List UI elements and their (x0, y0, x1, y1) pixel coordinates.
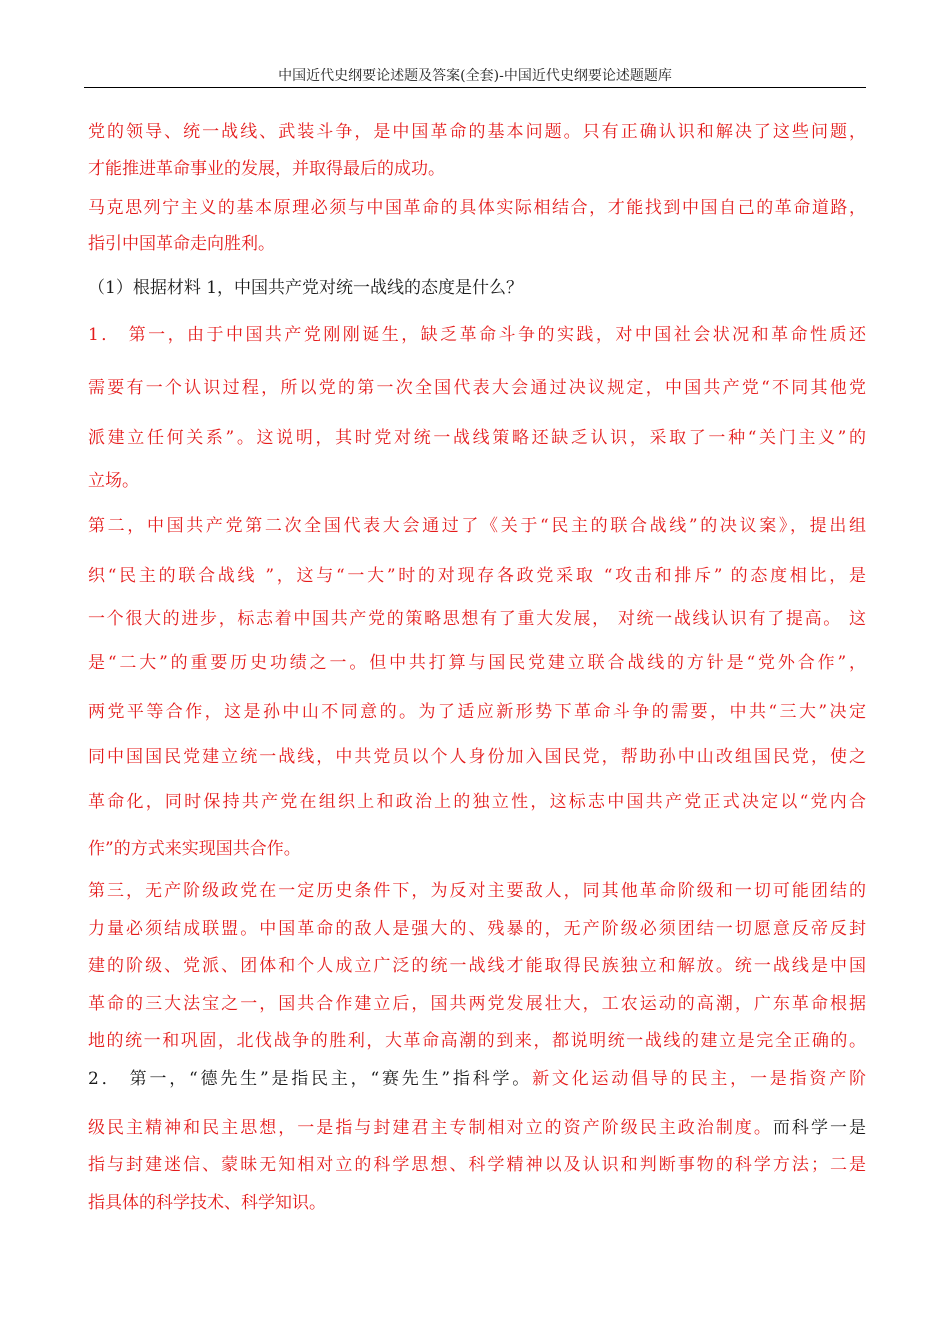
text-line (88, 1023, 866, 1059)
text-segment: 同中国国民党建立统一战线，中共党员以个人身份加入国民党，帮助孙中山改组国民党，使之 (88, 747, 866, 767)
text-line (88, 370, 866, 406)
text-line (88, 1185, 866, 1221)
text-segment: （1）根据材料 1，中国共产党对统一战线的态度是什么？ (88, 278, 524, 298)
text-segment: 级民主精神和民主思想，一是指与封建君主专制相对立的资产阶级民主政治制度。 (88, 1118, 773, 1138)
text-line (88, 694, 866, 730)
text-segment: 力量必须结成联盟。中国革命的敌人是强大的、残暴的，无产阶级必须团结一切愿意反帝反封 (88, 919, 866, 939)
text-segment: 而科学一是 (772, 1118, 866, 1138)
text-segment: 织“民主的联合战线 ”，这与“一大”时的对现存各政党采取 “攻击和排斥” 的态度相比，是 (88, 566, 866, 586)
text-segment: 革命的三大法宝之一，国共合作建立后，国共两党发展壮大，工农运动的高潮，广东革命根据 (88, 994, 866, 1014)
text-segment: 作”的方式来实现国共合作。 (88, 839, 301, 859)
text-line (88, 1061, 866, 1097)
text-line (88, 420, 866, 456)
text-line (88, 986, 866, 1022)
text-line (88, 151, 866, 187)
text-segment: 2． 第一，“德先生”是指民主，“赛先生”指科学。 (88, 1069, 533, 1089)
text-line (88, 226, 866, 262)
text-segment: 一个很大的进步，标志着中国共产党的策略思想有了重大发展， 对统一战线认识有了提高。 这 (88, 609, 866, 629)
text-line (88, 739, 866, 775)
text-segment: 指具体的科学技术、科学知识。 (88, 1193, 326, 1213)
text-line (88, 784, 866, 820)
text-line (88, 645, 866, 681)
text-line (88, 873, 866, 909)
text-line (88, 508, 866, 544)
text-segment: 指引中国革命走向胜利。 (88, 234, 275, 254)
text-line (88, 558, 866, 594)
text-line (88, 463, 866, 499)
text-segment: 革命化，同时保持共产党在组织上和政治上的独立性，这标志中国共产党正式决定以“党内合 (88, 792, 866, 812)
text-line (88, 270, 866, 306)
page-header-title: 中国近代史纲要论述题及答案(全套)-中国近代史纲要论述题题库 (278, 68, 672, 84)
text-segment: 建的阶级、党派、团体和个人成立广泛的统一战线才能取得民族独立和解放。统一战线是中国 (88, 956, 866, 976)
text-line (88, 317, 866, 353)
text-segment: 指与封建迷信、蒙昧无知相对立的科学思想、科学精神以及认识和判断事物的科学方法；二是 (88, 1155, 866, 1175)
text-segment: 第三，无产阶级政党在一定历史条件下，为反对主要敌人，同其他革命阶级和一切可能团结的 (88, 881, 866, 901)
text-segment: 党的领导、统一战线、武装斗争，是中国革命的基本问题。只有正确认识和解决了这些问题， (88, 122, 866, 142)
text-line (88, 831, 866, 867)
text-segment: 立场。 (88, 471, 139, 491)
text-segment: 1． 第一，由于中国共产党刚刚诞生，缺乏革命斗争的实践，对中国社会状况和革命性质还 (88, 325, 866, 345)
text-segment: 马克思列宁主义的基本原理必须与中国革命的具体实际相结合，才能找到中国自己的革命道路， (88, 198, 866, 218)
text-line (88, 948, 866, 984)
text-line (88, 601, 866, 637)
text-segment: 需要有一个认识过程，所以党的第一次全国代表大会通过决议规定，中国共产党“不同其他党 (88, 378, 866, 398)
text-line (88, 190, 866, 226)
text-segment: 地的统一和巩固，北伐战争的胜利，大革命高潮的到来，都说明统一战线的建立是完全正确的。 (88, 1031, 866, 1051)
text-segment: 派建立任何关系”。这说明，其时党对统一战线策略还缺乏认识，采取了一种“关门主义”的 (88, 428, 866, 448)
text-segment: 新文化运动倡导的民主，一是指资产阶 (532, 1069, 866, 1089)
header-rule (84, 87, 866, 88)
text-segment: 是“二大”的重要历史功绩之一。但中共打算与国民党建立联合战线的方针是“党外合作”， (88, 653, 866, 673)
text-line (88, 1147, 866, 1183)
text-segment: 两党平等合作，这是孙中山不同意的。为了适应新形势下革命斗争的需要，中共“三大”决定 (88, 702, 866, 722)
text-line (88, 1110, 866, 1146)
text-line (88, 114, 866, 150)
text-segment: 第二，中国共产党第二次全国代表大会通过了《关于“民主的联合战线”的决议案》，提出组 (88, 516, 866, 536)
text-segment: 才能推进革命事业的发展，并取得最后的成功。 (88, 159, 445, 179)
text-line (88, 911, 866, 947)
